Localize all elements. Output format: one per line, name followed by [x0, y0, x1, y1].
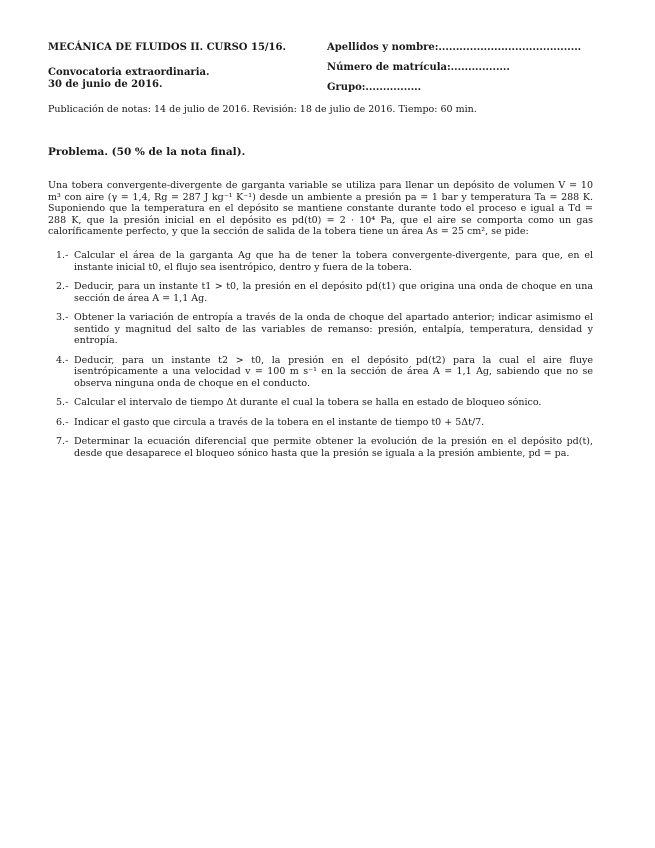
item-number: 2.- [56, 281, 69, 292]
item-number: 4.- [56, 354, 69, 366]
exam-call: Convocatoria extraordinaria. [48, 67, 210, 78]
item-text: Deducir, para un instante t2 > t0, la presión en el depósito pd(t2) para la cual el aire fluye isentrópicamente a una velocidad v = 100 m s⁻¹ en la sección de área A = 1,1 Ag, sabiendo que no se observa ninguna onda de choque en el conducto. [74, 354, 593, 389]
list-item [56, 397, 593, 409]
question-list [56, 250, 593, 467]
item-text: Deducir, para un instante t1 > t0, la presión en el depósito pd(t1) que origina una onda de choque en una sección de área A = 1,1 Ag. [74, 281, 593, 304]
name-field: Apellidos y nombre:......................................... [327, 42, 582, 53]
item-text: Indicar el gasto que circula a través de la tobera en el instante de tiempo t0 + 5Δt/7. [74, 416, 485, 428]
exam-date: 30 de junio de 2016. [48, 79, 163, 90]
group-field: Grupo:................ [327, 82, 422, 93]
header-left [48, 42, 318, 91]
item-number: 5.- [56, 397, 69, 408]
list-item [56, 436, 593, 459]
item-text: Determinar la ecuación diferencial que permite obtener la evolución de la presión en el depósito pd(t), desde que desaparece el bloqueo sónico hasta que la presión se iguala a la presión ambiente, pd = pa. [74, 436, 593, 459]
header-right [327, 42, 627, 102]
problem-title: Problema. (50 % de la nota final). [48, 146, 246, 158]
course-title: MECÁNICA DE FLUIDOS II. CURSO 15/16. [48, 42, 286, 53]
problem-statement: Una tobera convergente-divergente de garganta variable se utiliza para llenar un depósito de volumen V = 10 m³ con aire (γ = 1,4, Rg = 287 J kg⁻¹ K⁻¹) desde un ambiente a presión pa = 1 bar y temperatura Ta = 288 K. Suponiendo que la temperatura en el depósito se mantiene constante durante todo el proceso e igual a Td = 288 K, que la presión inicial en el depósito es pd(t0) = 2 · 10⁴ Pa, que el aire se comporta como un gas caloríficamente perfecto, y que la sección de salida de la tobera tiene un área As = 25 cm², se pide: [48, 180, 593, 237]
list-item [56, 281, 593, 304]
item-number: 6.- [56, 416, 69, 428]
item-number: 1.- [56, 250, 69, 261]
list-item [56, 250, 593, 273]
list-item [56, 355, 593, 390]
item-text: Obtener la variación de entropía a través de la onda de choque del apartado anterior; indicar asimismo el sentido y magnitud del salto de las variables de remanso: presión, entalpía, temperatura, densidad y entropía. [74, 312, 593, 346]
item-number: 3.- [56, 312, 69, 323]
item-text: Calcular el área de la garganta Ag que ha de tener la tobera convergente-divergente, para que, en el instante inicial t0, el flujo sea isentrópico, dentro y fuera de la tobera. [74, 250, 593, 273]
item-number: 7.- [56, 436, 69, 447]
list-item [56, 417, 593, 429]
info-line: Publicación de notas: 14 de julio de 2016. Revisión: 18 de julio de 2016. Tiempo: 60 min. [48, 104, 477, 115]
list-item [56, 312, 593, 347]
id-field: Número de matrícula:................. [327, 62, 510, 73]
item-text: Calcular el intervalo de tiempo Δt durante el cual la tobera se halla en estado de bloqueo sónico. [74, 397, 542, 408]
